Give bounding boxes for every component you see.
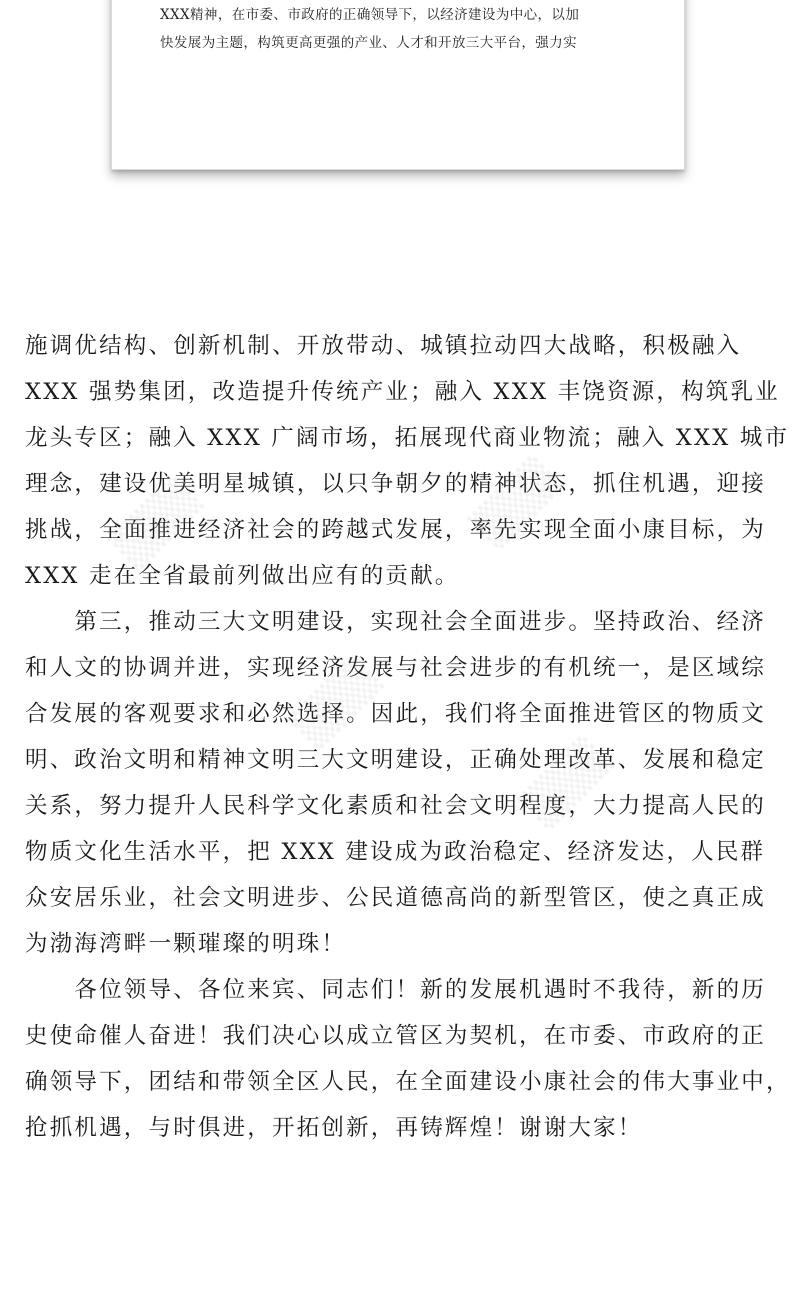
body-line: 龙头专区；融入 XXX 广阔市场，拓展现代商业物流；融入 XXX 城市 xyxy=(25,425,790,451)
body-line: 众安居乐业，社会文明进步、公民道德高尚的新型管区，使之真正成 xyxy=(25,885,767,911)
body-line: 为渤海湾畔一颗璀璨的明珠！ xyxy=(25,931,347,957)
body-line: 施调优结构、创新机制、开放带动、城镇拉动四大战略，积极融入 xyxy=(25,333,742,359)
body-line: 挑战，全面推进经济社会的跨越式发展，率先实现全面小康目标，为 xyxy=(25,517,767,543)
watermark-mark: ▒▒▒ xyxy=(517,734,616,832)
watermark-mark: ▒▒▒ xyxy=(287,654,386,752)
body-line: 和人文的协调并进，实现经济发展与社会进步的有机统一，是区域综 xyxy=(25,655,767,681)
body-line: 合发展的客观要求和必然选择。因此，我们将全面推进管区的物质文 xyxy=(25,701,767,727)
body-line: 物质文化生活水平，把 XXX 建设成为政治稳定、经济发达，人民群 xyxy=(25,839,766,865)
body-line: 明、政治文明和精神文明三大文明建设，正确处理改革、发展和稳定 xyxy=(25,747,767,773)
watermark-mark: ▒▒▒ xyxy=(467,454,566,552)
body-line: 史使命催人奋进！我们决心以成立管区为契机，在市委、市政府的正 xyxy=(25,1023,767,1049)
body-line: XXX 强势集团，改造提升传统产业；融入 XXX 丰饶资源，构筑乳业 xyxy=(25,379,780,405)
body-line: 理念，建设优美明星城镇，以只争朝夕的精神状态，抓住机遇，迎接 xyxy=(25,471,767,497)
preview-line-2: 快发展为主题，构筑更高更强的产业、人才和开放三大平台，强力实 xyxy=(160,35,577,51)
body-line: 抢抓机遇，与时俱进，开拓创新，再铸辉煌！谢谢大家！ xyxy=(25,1115,643,1141)
preview-line-1: XXX精神，在市委、市政府的正确领导下，以经济建设为中心，以加 xyxy=(160,7,580,23)
watermark-mark: ▒▒▒ xyxy=(107,474,206,572)
body-line: 第三，推动三大文明建设，实现社会全面进步。坚持政治、经济 xyxy=(25,609,767,635)
body-line: 确领导下，团结和带领全区人民，在全面建设小康社会的伟大事业中， xyxy=(25,1069,791,1095)
body-line: 关系，努力提升人民科学文化素质和社会文明程度，大力提高人民的 xyxy=(25,793,767,819)
body-line: XXX 走在全省最前列做出应有的贡献。 xyxy=(25,563,460,589)
body-line: 各位领导、各位来宾、同志们！新的发展机遇时不我待，新的历 xyxy=(25,977,767,1003)
preview-page-card xyxy=(111,0,685,170)
